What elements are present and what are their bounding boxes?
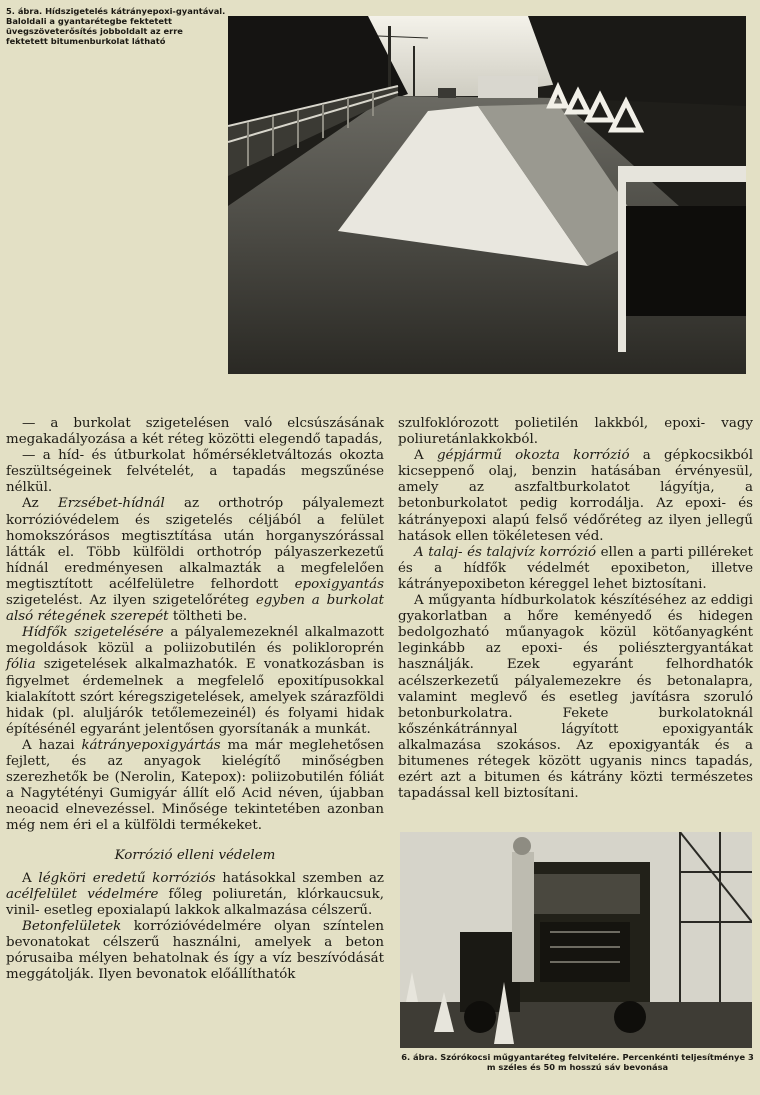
paragraph: A műgyanta hídburkolatok készítéséhez az eddigi gyakorlatban a hőre keményedő és hidegen bedolgozható műanyagok közül kötőanyagként leginkább az epoxi- és poliésztergyantákat használják. Ezek egyaránt felhordhatók acélszerkezetű pályalemezekre és betonalapra, valamint meglevő és esetleg javításra szoruló betonburkolatra. Fekete burkolatoknál kőszénkátránnyal lágyított epoxigyanták alkalmazása szokásos. Az epoxigyanták és a bitumenes rétegek között ugyanis nincs tapadás, ezért azt a bitumen és kátrány közti természetes tapadással kell biztosítani. <box>398 593 753 802</box>
bridge-photo-illustration <box>228 16 746 374</box>
left-text-column <box>6 416 384 983</box>
figure-5-caption: 5. ábra. Hídszigetelés kátrányepoxi-gyantával. Baloldali a gyantarétegbe fektetett üvegszöveterősítés jobboldalt az erre fektetett bitumenburkolat látható <box>6 6 226 46</box>
figure-5-photo <box>228 16 746 374</box>
paragraph: szulfoklórozott polietilén lakkból, epoxi- vagy poliuretánlakkokból. <box>398 416 753 448</box>
paragraph: A talaj- és talajvíz korrózió ellen a parti pilléreket és a hídfők védelmét epoxibeton, illetve kátrányepoxibeton kéreggel lehet biztosítani. <box>398 544 753 592</box>
paragraph: — a burkolat szigetelésen való elcsúszásának megakadályozása a két réteg közötti elegendő tapadás, <box>6 416 384 448</box>
paragraph: — a híd- és útburkolat hőmérsékletváltozás okozta feszültségeinek felvételét, a tapadás megszűnése nélkül. <box>6 448 384 496</box>
section-heading: Korrózió elleni védelem <box>114 848 276 864</box>
figure-6-photo <box>400 832 752 1048</box>
paragraph: Hídfők szigetelésére a pályalemezeknél alkalmazott megoldások közül a poliizobutilén és polikloroprén fólia szigetelések alkalmazhatók. E vonatkozásban is figyelmet érdemelnek a megfelelő epoxitípusokkal kialakított szórt kéregszigetelések, amelyek szárazföldi hidak (pl. aluljárók tetőlemezeinél) és folyami hidak építésénél egyaránt jelentősen gyorsítanák a munkát. <box>6 625 384 737</box>
right-text-column <box>398 416 753 802</box>
paragraph: Az Erzsébet-hídnál az orthotróp pályalemezt korrózióvédelem és szigetelés céljából a felület homokszórásos megtisztítása után horganyszórással látták el. Több külföldi orthotróp pályaszerkezetű hídnál eredményesen alkalmazták a megfelelően megtisztított acélfelületre felhordott epoxigyantás szigetelést. Az ilyen szigetelőréteg egyben a burkolat alsó rétegének szerepét töltheti be. <box>6 496 385 625</box>
paragraph: A gépjármű okozta korrózió a gépkocsikból kicseppenő olaj, benzin hatásában érvényesül, amely az aszfaltburkolatot lágyítja, a betonburkolatot pedig korrodálja. Az epoxi- és kátrányepoxi alapú felső védőréteg az ilyen jellegű hatások ellen tökéletesen véd. <box>398 448 753 544</box>
paragraph: A légköri eredetű korróziós hatásokkal szemben az acélfelület védelmére főleg poliuretán, klórkaucsuk, vinil- esetleg epoxialapú lakkok alkalmazása célszerű. <box>6 870 384 918</box>
figure-6-caption: 6. ábra. Szórókocsi műgyantaréteg felvitelére. Percenkénti teljesítménye 3 m széles és 50 m hosszú sáv bevonása <box>401 1052 754 1072</box>
paragraph: Betonfelületek korrózióvédelmére olyan színtelen bevonatokat célszerű használni, amelyek a beton pórusaiba mélyen behatolnak és így a víz beszívódását meggátolják. Ilyen bevonatok előállíthatók <box>6 918 384 983</box>
spray-truck-photo-illustration <box>400 832 752 1048</box>
paragraph: A hazai kátrányepoxigyártás ma már meglehetősen fejlett, és az anyagok kielégítő minőségben szerezhetők be (Nerolin, Katepox): poliizobutilén fóliát a Nagytétényi Gumigyár állít elő Acid néven, újabban neoacid elnevezéssel. Minősége tekintetében azonban még nem éri el a külföldi termékeket. <box>6 737 384 834</box>
